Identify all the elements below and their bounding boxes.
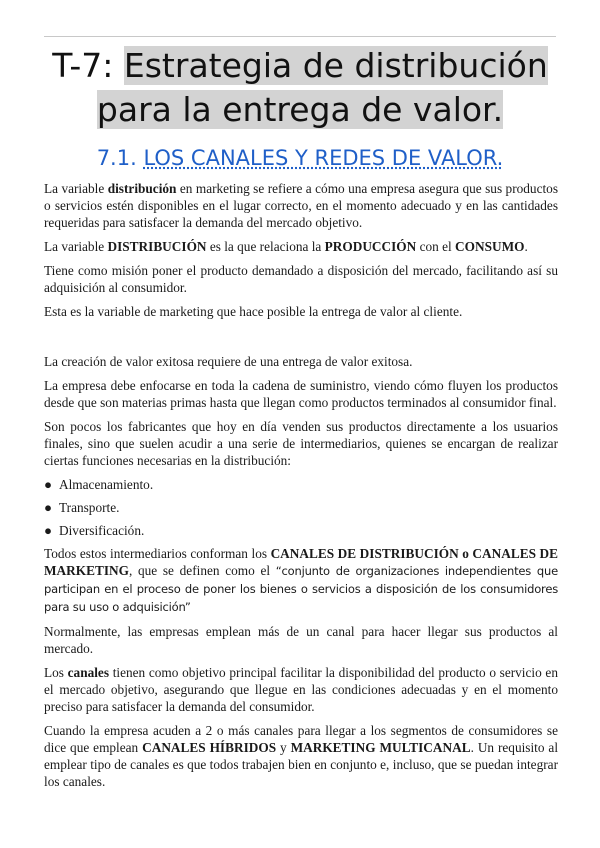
section-number: 7.1.	[96, 146, 144, 170]
quoted-definition: “conjunto de organizaciones independientes que participan en el proceso de poner los bienes o servicios a disposición de los consumidores para su uso o adquisición”	[44, 564, 558, 614]
bullet-icon: ●	[44, 523, 53, 538]
bold-term: CANALES DE DISTRIBUCIÓN o CANALES DE MARKETING	[44, 546, 558, 578]
spacer	[44, 327, 558, 353]
text: La variable	[44, 239, 108, 254]
text: tienen como objetivo principal facilitar la disponibilidad del producto o servicio en el mercado objetivo, asegurando que llegue en las condiciones adecuadas y en el momento preciso para satisfacer la demanda del consumidor.	[44, 665, 558, 714]
bold-term: PRODUCCIÓN	[324, 239, 417, 254]
text: con el	[416, 239, 456, 254]
paragraph-distribution-definition	[44, 180, 558, 231]
paragraph-channels-definition	[44, 545, 558, 616]
list-item	[44, 499, 558, 516]
paragraph-value-delivery: Esta es la variable de marketing que hace posible la entrega de valor al cliente.	[44, 304, 463, 319]
paragraph-channels-objective	[44, 664, 558, 715]
text: La variable	[44, 181, 108, 196]
paragraph-multiple-channels: Normalmente, las empresas emplean más de un canal para hacer llegar sus productos al mercado.	[44, 624, 558, 656]
list-item-label: Almacenamiento.	[59, 477, 154, 492]
paragraph-mission: Tiene como misión poner el producto demandado a disposición del mercado, facilitando así su adquisición al consumidor.	[44, 263, 558, 295]
title-prefix: T-7:	[52, 46, 124, 85]
text: Los	[44, 665, 68, 680]
text: . Un requisito al emplear tipo de canales es que todos trabajen bien en conjunto e, incluso, que se puedan integrar los canales.	[44, 740, 559, 789]
bullet-icon: ●	[44, 477, 53, 492]
bold-term: DISTRIBUCIÓN	[107, 239, 207, 254]
paragraph-production-consumption	[44, 238, 558, 255]
bold-term: canales	[67, 665, 110, 680]
section-title: LOS CANALES Y REDES DE VALOR.	[143, 146, 504, 170]
text: y	[276, 740, 291, 755]
bullet-icon: ●	[44, 500, 53, 515]
title-line1: Estrategia de distribución	[123, 46, 548, 85]
paragraph-value-creation: La creación de valor exitosa requiere de una entrega de valor exitosa.	[44, 354, 413, 369]
title-line2: para la entrega de valor.	[96, 90, 504, 129]
bold-term: distribución	[107, 181, 177, 196]
text: Cuando la empresa acuden a 2 o más canales para llegar a los segmentos de consumidores se dice que emplean	[44, 723, 558, 755]
text: , que se definen como el	[128, 563, 276, 578]
list-item	[44, 476, 558, 493]
functions-list	[44, 476, 558, 539]
text: es la que relaciona la	[206, 239, 325, 254]
list-item-label: Transporte.	[59, 500, 120, 515]
bold-term: CANALES HÍBRIDOS	[142, 740, 277, 755]
text: en marketing se refiere a cómo una empresa asegura que sus productos o servicios estén disponibles en el lugar correcto, en el momento adecuado y en las cantidades requeridas para satisfacer la demanda del mercado objetivo.	[44, 181, 559, 230]
bold-term: MARKETING MULTICANAL	[290, 740, 471, 755]
list-item	[44, 522, 558, 539]
top-rule	[44, 36, 556, 37]
text: .	[524, 239, 528, 254]
paragraph-intermediaries: Son pocos los fabricantes que hoy en día venden sus productos directamente a los usuarios finales, sino que suelen acudir a una serie de intermediarios, quienes se encargan de realizar ciertas funciones necesarias en la distribución:	[44, 419, 558, 468]
bold-term: CONSUMO	[455, 239, 525, 254]
list-item-label: Diversificación.	[59, 523, 145, 538]
paragraph-supply-chain: La empresa debe enfocarse en toda la cadena de suministro, viendo cómo fluyen los productos desde que son materias primas hasta que llegan como productos terminados al consumidor final.	[44, 378, 558, 410]
paragraph-hybrid-channels	[44, 722, 558, 790]
page-title	[0, 44, 600, 132]
text: Todos estos intermediarios conforman los	[44, 546, 271, 561]
section-heading	[0, 146, 600, 170]
document-body	[44, 180, 558, 797]
